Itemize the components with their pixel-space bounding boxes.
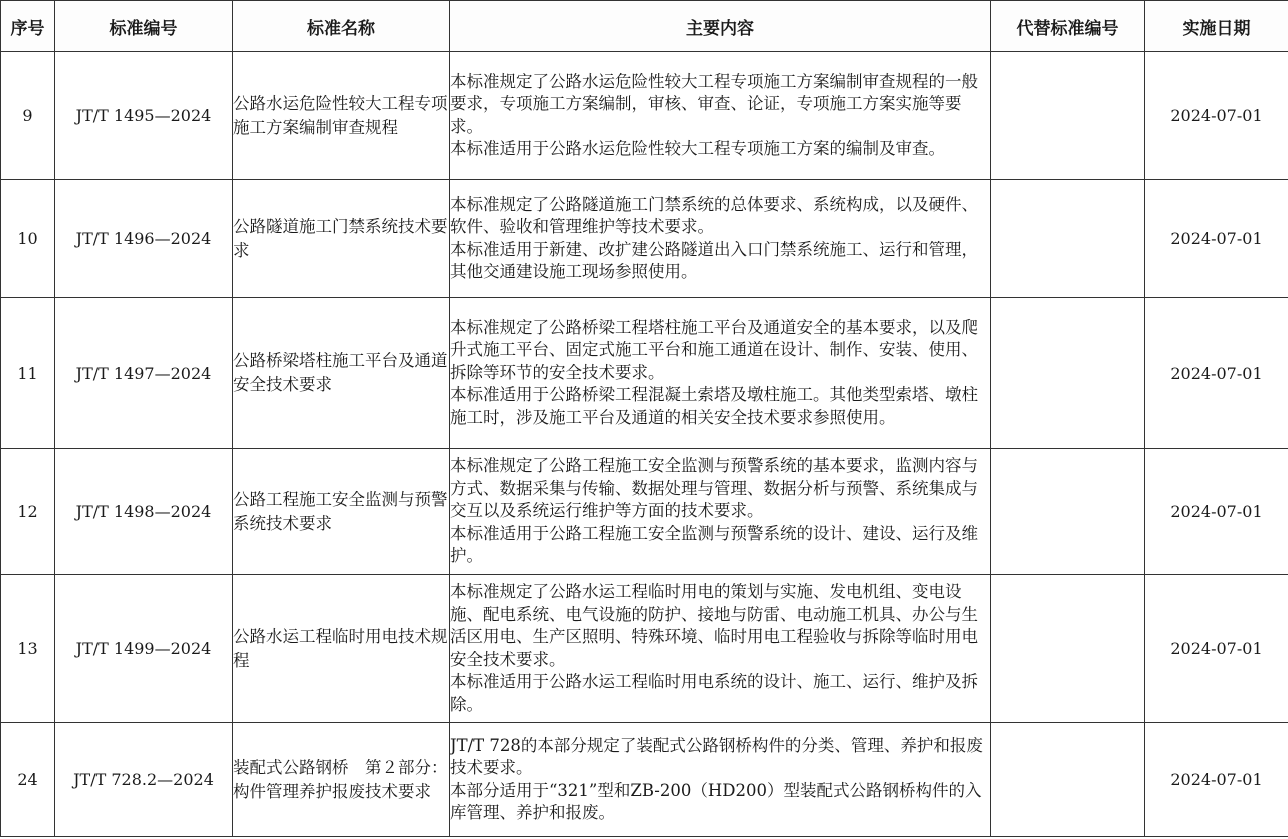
content-paragraph: 本标准适用于公路工程施工安全监测与预警系统的设计、建设、运行及维护。 xyxy=(450,523,978,566)
standard-name: 公路工程施工安全监测与预警系统技术要求 xyxy=(233,449,450,575)
row-num: 13 xyxy=(1,575,55,723)
content-paragraph: 本标准规定了公路水运危险性较大工程专项施工方案编制审查规程的一般要求，专项施工方案编制，审核、审查、论证，专项施工方案实施等要求。 xyxy=(450,71,978,136)
content-paragraph: 本标准规定了公路隧道施工门禁系统的总体要求、系统构成，以及硬件、软件、验收和管理维护等技术要求。 xyxy=(450,194,978,236)
standard-code: JT/T 1495—2024 xyxy=(55,52,233,180)
table-row xyxy=(1,723,1288,837)
standard-name: 公路桥梁塔柱施工平台及通道安全技术要求 xyxy=(233,298,450,449)
standard-name: 装配式公路钢桥 第２部分：构件管理养护报废技术要求 xyxy=(233,723,450,837)
header-content: 主要内容 xyxy=(450,1,991,52)
content-paragraph: 本标准规定了公路桥梁工程塔柱施工平台及通道安全的基本要求，以及爬升式施工平台、固定式施工平台和施工通道在设计、制作、安装、使用、拆除等环节的安全技术要求。 xyxy=(450,317,978,382)
header-date: 实施日期 xyxy=(1145,1,1288,52)
replaced-standard xyxy=(991,180,1145,298)
main-content xyxy=(450,52,991,180)
content-paragraph: 本标准适用于公路水运工程临时用电系统的设计、施工、运行、维护及拆除。 xyxy=(450,672,978,714)
header-code: 标准编号 xyxy=(55,1,233,52)
content-paragraph: JT/T 728的本部分规定了装配式公路钢桥构件的分类、管理、养护和报废技术要求。 xyxy=(450,735,983,777)
table-row xyxy=(1,298,1288,449)
content-paragraph: 本标准适用于公路桥梁工程混凝土索塔及墩柱施工。其他类型索塔、墩柱施工时，涉及施工平台及通道的相关安全技术要求参照使用。 xyxy=(450,385,978,427)
standard-code: JT/T 728.2—2024 xyxy=(55,723,233,837)
effective-date: 2024-07-01 xyxy=(1145,723,1288,837)
main-content xyxy=(450,298,991,449)
content-paragraph: 本标准适用于公路水运危险性较大工程专项施工方案的编制及审查。 xyxy=(450,139,945,158)
standard-code: JT/T 1498—2024 xyxy=(55,449,233,575)
main-content xyxy=(450,449,991,575)
replaced-standard xyxy=(991,449,1145,575)
effective-date: 2024-07-01 xyxy=(1145,180,1288,298)
standard-code: JT/T 1496—2024 xyxy=(55,180,233,298)
content-paragraph: 本标准规定了公路水运工程临时用电的策划与实施、发电机组、变电设施、配电系统、电气设施的防护、接地与防雷、电动施工机具、办公与生活区用电、生产区照明、特殊环境、临时用电工程验收与拆除等临时用电安全技术要求。 xyxy=(450,582,978,669)
header-replace: 代替标准编号 xyxy=(991,1,1145,52)
table-row xyxy=(1,52,1288,180)
effective-date: 2024-07-01 xyxy=(1145,298,1288,449)
row-num: 11 xyxy=(1,298,55,449)
replaced-standard xyxy=(991,575,1145,723)
header-row xyxy=(1,1,1288,52)
row-num: 24 xyxy=(1,723,55,837)
main-content xyxy=(450,575,991,723)
table-row xyxy=(1,180,1288,298)
content-paragraph: 本部分适用于“321”型和ZB-200（HD200）型装配式公路钢桥构件的入库管理、养护和报废。 xyxy=(450,780,982,822)
header-name: 标准名称 xyxy=(233,1,450,52)
replaced-standard xyxy=(991,298,1145,449)
row-num: 9 xyxy=(1,52,55,180)
content-paragraph: 本标准适用于新建、改扩建公路隧道出入口门禁系统施工、运行和管理，其他交通建设施工现场参照使用。 xyxy=(450,239,978,281)
replaced-standard xyxy=(991,52,1145,180)
main-content xyxy=(450,723,991,837)
standard-code: JT/T 1497—2024 xyxy=(55,298,233,449)
content-paragraph: 本标准规定了公路工程施工安全监测与预警系统的基本要求，监测内容与方式、数据采集与传输、数据处理与管理、数据分析与预警、系统集成与交互以及系统运行维护等方面的技术要求。 xyxy=(450,456,978,521)
standard-code: JT/T 1499—2024 xyxy=(55,575,233,723)
replaced-standard xyxy=(991,723,1145,837)
table-row xyxy=(1,449,1288,575)
standard-name: 公路隧道施工门禁系统技术要求 xyxy=(233,180,450,298)
effective-date: 2024-07-01 xyxy=(1145,449,1288,575)
row-num: 12 xyxy=(1,449,55,575)
table-row xyxy=(1,575,1288,723)
standard-name: 公路水运工程临时用电技术规程 xyxy=(233,575,450,723)
standard-name: 公路水运危险性较大工程专项施工方案编制审查规程 xyxy=(233,52,450,180)
header-num: 序号 xyxy=(1,1,55,52)
effective-date: 2024-07-01 xyxy=(1145,52,1288,180)
row-num: 10 xyxy=(1,180,55,298)
main-content xyxy=(450,180,991,298)
effective-date: 2024-07-01 xyxy=(1145,575,1288,723)
